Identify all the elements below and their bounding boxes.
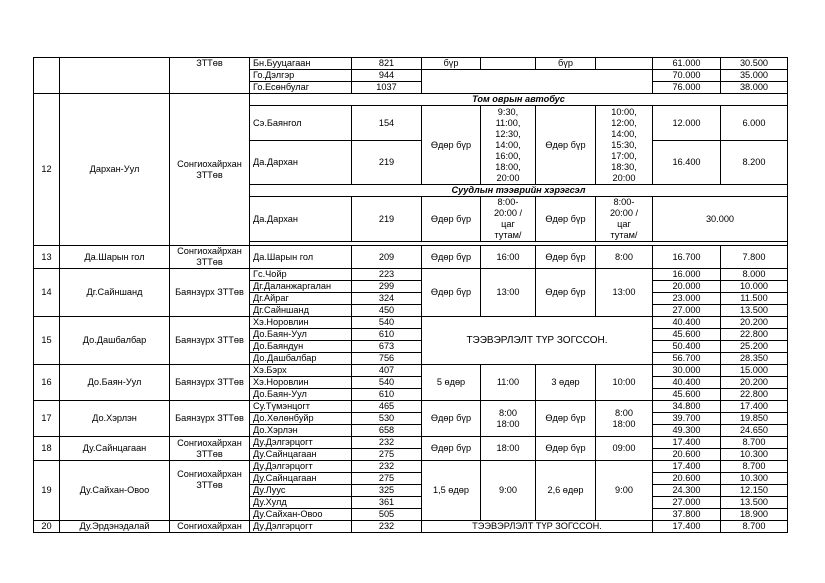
table-row: Да.Дархан 219 Өдөр бүр 8:00-20:00 /цаг тутам/ Өдөр бүр 8:00-20:00 /цаг тутам/ 30.000 <box>34 197 788 242</box>
table-row: 18 Ду.Сайнцагаан Сонгиохайрхан ЗТТөв Ду.Дэлгэрцогт 232 Өдөр бүр 18:00 Өдөр бүр 09:00 17.400 8.700 <box>34 437 788 449</box>
table-row: Дг.Айраг 324 23.000 11.500 <box>34 293 788 305</box>
section-title: Том оврын автобус <box>250 94 788 106</box>
table-row: 12 Дархан-Уул Сонгиохайрхан ЗТТөв Том оврын автобус <box>34 94 788 106</box>
table-row: До.Баян-Уул 610 45.600 22.800 <box>34 389 788 401</box>
table-row: Да.Дархан 219 16.400 8.200 <box>34 141 788 185</box>
table-row: Ду.Луус 325 24.300 12.150 <box>34 485 788 497</box>
table-row: Ду.Сайнцагаан 275 20.600 10.300 <box>34 449 788 461</box>
table-row: 14 Дг.Сайншанд Баянзүрх ЗТТөв Гс.Чойр 223 Өдөр бүр 13:00 Өдөр бүр 13:00 16.000 8.000 <box>34 269 788 281</box>
table-row: До.Баяндун 673 50.400 25.200 <box>34 341 788 353</box>
section-title: Суудлын тээврийн хэрэгсэл <box>250 185 788 197</box>
table-row: 16 До.Баян-Уул Баянзүрх ЗТТөв Хэ.Бэрх 407 5 өдөр 11:00 3 өдөр 10:00 30.000 15.000 <box>34 365 788 377</box>
bus-schedule-table <box>33 57 788 533</box>
table-row: Сэ.Баянгол 154 Өдөр бүр 9:30, 11:00, 12:30, 14:00, 16:00, 18:00, 20:00 Өдөр бүр 10:00, 12:00, 14:00, 15:30, 17:00, 18:30, 20:00 12.000 6.000 <box>34 106 788 141</box>
table-row: 13 Да.Шарын гол Сонгиохайрхан ЗТТөв Да.Шарын гол 209 Өдөр бүр 16:00 Өдөр бүр 8:00 16.700 7.800 <box>34 246 788 269</box>
table-row: До.Хэрлэн 658 49.300 24.650 <box>34 425 788 437</box>
table-row: Хэ.Норовлин 540 40.400 20.200 <box>34 377 788 389</box>
table-row: 15 До.Дашбалбар Баянзүрх ЗТТөв Хэ.Норовлин 540 ТЭЭВЭРЛЭЛТ ТҮР ЗОГССОН. 40.400 20.200 <box>34 317 788 329</box>
table-row: Ду.Хулд 361 27.000 13.500 <box>34 497 788 509</box>
table-row: До.Дашбалбар 756 56.700 28.350 <box>34 353 788 365</box>
table-row: 19 Ду.Сайхан-Овоо Сонгиохайрхан ЗТТөв Ду.Дэлгэрцогт 232 1,5 өдөр 9:00 2,6 өдөр 9:00 17.400 8.700 <box>34 461 788 473</box>
suspended-note: ТЭЭВЭРЛЭЛТ ТҮР ЗОГССОН. <box>422 521 653 533</box>
org-cell: ЗТТөв <box>170 58 250 94</box>
table-row: Го.Дэлгэр 944 70.000 35.000 <box>34 70 788 82</box>
table-row: Ду.Сайхан-Овоо 505 37.800 18.900 <box>34 509 788 521</box>
table-row: 17 До.Хэрлэн Баянзүрх ЗТТөв Су.Түмэнцогт 465 Өдөр бүр 8:00 18:00 Өдөр бүр 8:00 18:00 34.800 17.400 <box>34 401 788 413</box>
suspended-note: ТЭЭВЭРЛЭЛТ ТҮР ЗОГССОН. <box>422 317 653 365</box>
table-row: До.Хөлөнбуйр 530 39.700 19.850 <box>34 413 788 425</box>
table-row: ЗТТөв Бн.Бууцагаан 821 бүр бүр 61.000 30.500 <box>34 58 788 70</box>
table-row: Ду.Сайнцагаан 275 20.600 10.300 <box>34 473 788 485</box>
table-row: Го.Есөнбулаг 1037 76.000 38.000 <box>34 82 788 94</box>
table-row: Дг.Сайншанд 450 27.000 13.500 <box>34 305 788 317</box>
table-row: До.Баян-Уул 610 45.600 22.800 <box>34 329 788 341</box>
table-row: 20 Ду.Эрдэнэдалай Сонгиохайрхан Ду.Дэлгэрцогт 232 ТЭЭВЭРЛЭЛТ ТҮР ЗОГССОН. 17.400 8.700 <box>34 521 788 533</box>
table-row: Дг.Даланжаргалан 299 20.000 10.000 <box>34 281 788 293</box>
